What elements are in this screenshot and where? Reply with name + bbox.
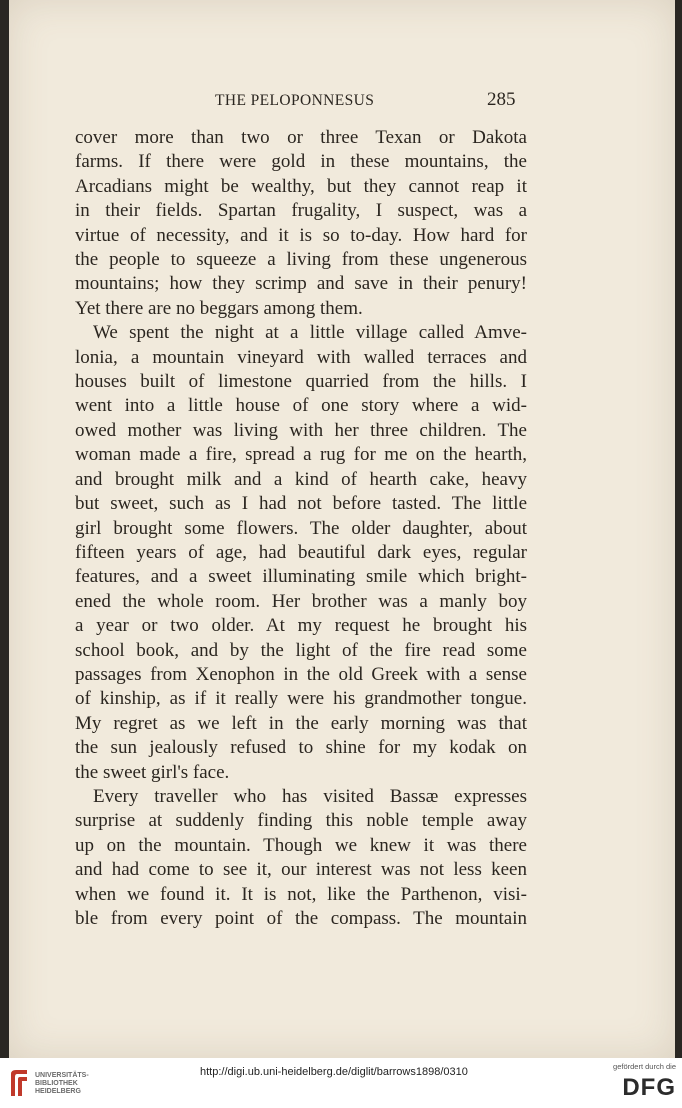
library-line: HEIDELBERG xyxy=(35,1088,81,1095)
text-line: Every traveller who has visited Bassæ expresses xyxy=(93,785,527,807)
text-line: Arcadians might be wealthy, but they cannot reap it xyxy=(75,175,527,197)
text-line: school book, and by the light of the fire read some xyxy=(75,639,527,661)
text-line: surprise at suddenly finding this noble temple away xyxy=(75,810,527,832)
text-line: houses built of limestone quarried from the hills. I xyxy=(75,371,527,393)
text-line: mountains; how they scrimp and save in their penury! xyxy=(75,273,527,295)
text-line: a year or two older. At my request he brought his xyxy=(75,615,527,637)
text-line: owed mother was living with her three children. The xyxy=(75,419,527,441)
text-line: ened the whole room. Her brother was a manly boy xyxy=(75,590,527,612)
page-number: 285 xyxy=(487,89,516,110)
permalink-url[interactable]: http://digi.ub.uni-heidelberg.de/diglit/barrows1898/0310 xyxy=(200,1066,468,1078)
body-text xyxy=(75,126,527,931)
library-name xyxy=(35,1072,89,1096)
text-line: farms. If there were gold in these mountains, the xyxy=(75,151,527,173)
text-line: ble from every point of the compass. The mountain xyxy=(75,908,527,929)
text-line: features, and a sweet illuminating smile which bright- xyxy=(75,566,527,588)
text-line: the people to squeeze a living from these ungenerous xyxy=(75,249,527,271)
university-library-logo-icon xyxy=(8,1068,30,1098)
text-line: up on the mountain. Though we knew it was there xyxy=(75,834,527,856)
text-line: the sun jealously refused to shine for my kodak on xyxy=(75,737,527,759)
text-line: and brought milk and a kind of hearth cake, heavy xyxy=(75,468,527,490)
text-line: the sweet girl's face. xyxy=(75,761,230,783)
text-line: passages from Xenophon in the old Greek with a sense xyxy=(75,663,527,685)
text-line: and had come to see it, our interest was not less keen xyxy=(75,859,527,881)
text-line: lonia, a mountain vineyard with walled terraces and xyxy=(75,346,527,368)
running-title: THE PELOPONNESUS xyxy=(215,92,375,109)
page-header xyxy=(9,89,675,116)
text-line: woman made a fire, spread a rug for me on the hearth, xyxy=(75,444,527,466)
library-line: UNIVERSITÄTS- xyxy=(35,1072,89,1079)
text-line: cover more than two or three Texan or Dakota xyxy=(75,127,527,148)
library-logo[interactable] xyxy=(8,1066,108,1100)
text-line: when we found it. It is not, like the Parthenon, visi- xyxy=(75,883,527,905)
text-line: My regret as we left in the early morning was that xyxy=(75,712,527,734)
library-line: BIBLIOTHEK xyxy=(35,1080,78,1087)
funder-label: gefördert durch die xyxy=(613,1062,676,1071)
text-line: in their fields. Spartan frugality, I suspect, was a xyxy=(75,200,527,222)
text-line: virtue of necessity, and it is so to-day. How hard for xyxy=(75,224,527,246)
text-line: of kinship, as if it really were his grandmother tongue. xyxy=(75,688,527,710)
dfg-logo: DFG xyxy=(622,1074,676,1101)
text-line: girl brought some flowers. The older daughter, about xyxy=(75,517,527,539)
text-line: went into a little house of one story where a wid- xyxy=(75,395,527,417)
text-line: Yet there are no beggars among them. xyxy=(75,297,363,319)
text-line: fifteen years of age, had beautiful dark eyes, regular xyxy=(75,541,527,563)
book-page xyxy=(9,0,675,1058)
text-line: but sweet, such as I had not before tasted. The little xyxy=(75,493,527,515)
funder-logo xyxy=(596,1062,676,1101)
text-line: We spent the night at a little village called Amve- xyxy=(93,322,527,344)
digitization-footer xyxy=(0,1058,682,1108)
